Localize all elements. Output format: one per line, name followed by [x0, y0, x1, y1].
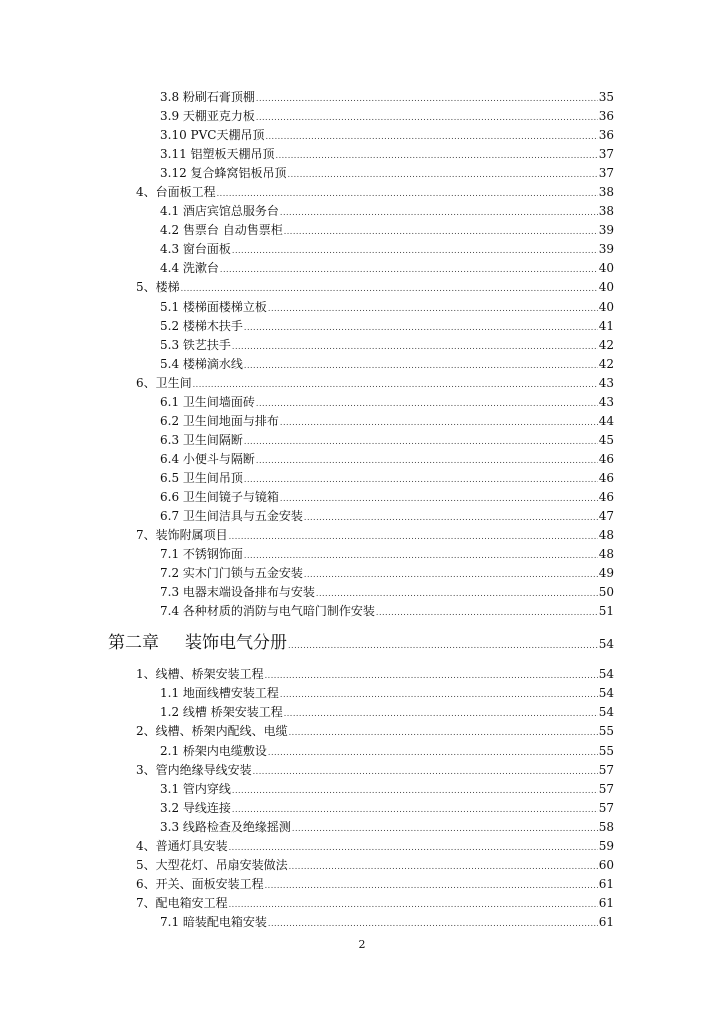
toc-entry-line [160, 145, 614, 165]
dot-leader [232, 781, 598, 800]
toc-entry-line [136, 722, 614, 742]
toc-entry-line [160, 545, 614, 565]
toc-entry [0, 780, 724, 799]
toc-entry [0, 913, 724, 932]
toc-page-number: 40 [598, 280, 614, 295]
toc-entry-line [136, 374, 614, 394]
toc-entry-line [108, 621, 614, 668]
toc-entry-line [160, 469, 614, 489]
toc-page-number: 46 [598, 451, 614, 466]
dot-leader [244, 546, 598, 565]
toc-entry-line [160, 431, 614, 451]
toc-entry-line [136, 761, 614, 781]
toc-chapter-entry [0, 621, 724, 665]
toc-page-number: 42 [598, 356, 614, 371]
toc-entry-title: 5.1 楼梯面楼梯立板 [160, 299, 267, 314]
dot-leader [181, 279, 598, 298]
toc-entry [0, 894, 724, 913]
dot-leader [256, 108, 598, 127]
toc-entry-line [160, 602, 614, 622]
toc-entry-title: 1.1 地面线槽安装工程 [160, 686, 279, 701]
toc-page-number: 54 [598, 637, 614, 652]
dot-leader [265, 876, 598, 895]
toc-entry-title: 2、线槽、桥架内配线、电缆 [136, 724, 288, 739]
dot-leader [253, 762, 598, 781]
toc-entry-line [160, 393, 614, 413]
toc-entry [0, 450, 724, 469]
toc-entry-title: 4.2 售票台 自动售票柜 [160, 223, 283, 238]
toc-entry-line [136, 837, 614, 857]
toc-page-number: 49 [598, 566, 614, 581]
toc-entry-line [160, 259, 614, 279]
toc-entry-title: 5.4 楼梯滴水线 [160, 356, 243, 371]
toc-page-number: 54 [598, 705, 614, 720]
dot-leader [288, 165, 598, 184]
dot-leader [268, 914, 598, 933]
toc-page-number: 39 [598, 223, 614, 238]
toc-page-number: 55 [598, 743, 614, 758]
toc-entry-title: 6.7 卫生间洁具与五金安装 [160, 509, 303, 524]
toc-page-number: 47 [598, 509, 614, 524]
toc-entry-line [160, 913, 614, 933]
toc-entry [0, 393, 724, 412]
toc-entry-title: 3.1 管内穿线 [160, 781, 231, 796]
toc-entry-title: 6.5 卫生间吊顶 [160, 470, 243, 485]
toc-page-number: 57 [598, 762, 614, 777]
toc-entry [0, 298, 724, 317]
dot-leader [268, 299, 598, 318]
toc-page-number: 46 [598, 470, 614, 485]
dot-leader [265, 666, 598, 685]
toc-entry-line [160, 126, 614, 146]
toc-entry-title: 6.3 卫生间隔断 [160, 432, 243, 447]
toc-entry-title: 6、卫生间 [136, 375, 192, 390]
toc-entry-title: 3.12 复合蜂窝铝板吊顶 [160, 166, 287, 181]
toc-entry-title: 3.9 天棚亚克力板 [160, 109, 255, 124]
toc-page-number: 58 [598, 819, 614, 834]
toc-entry-title: 4、普通灯具安装 [136, 838, 228, 853]
dot-leader [244, 356, 598, 375]
toc-entry [0, 202, 724, 221]
toc-entry-title: 5、楼梯 [136, 280, 180, 295]
toc-page-number: 60 [598, 857, 614, 872]
toc-entry [0, 722, 724, 741]
toc-entry-title: 3.2 导线连接 [160, 800, 231, 815]
toc-page-number: 39 [598, 242, 614, 257]
toc-entry-line [160, 164, 614, 184]
toc-entry [0, 259, 724, 278]
toc-entry-title: 4、台面板工程 [136, 185, 216, 200]
toc-entry-line [160, 703, 614, 723]
dot-leader [289, 857, 598, 876]
toc-entry-line [160, 488, 614, 508]
toc-page-number: 43 [598, 394, 614, 409]
toc-entry [0, 875, 724, 894]
dot-leader [288, 624, 598, 668]
toc-entry-title: 6.2 卫生间地面与排布 [160, 413, 279, 428]
toc-entry-line [136, 856, 614, 876]
toc-entry [0, 317, 724, 336]
toc-entry [0, 431, 724, 450]
toc-page-number: 61 [598, 914, 614, 929]
toc-entry [0, 278, 724, 297]
dot-leader [284, 222, 598, 241]
toc-entry [0, 374, 724, 393]
toc-entry [0, 602, 724, 621]
dot-leader [268, 743, 598, 762]
toc-entry-title: 6.6 卫生间镜子与镜箱 [160, 489, 279, 504]
dot-leader [280, 685, 598, 704]
toc-entry-title: 4.4 洗漱台 [160, 261, 219, 276]
toc-entry-line [160, 107, 614, 127]
toc-page-number: 45 [598, 432, 614, 447]
toc-entry-line [160, 799, 614, 819]
toc-entry-title: 5.2 楼梯木扶手 [160, 318, 243, 333]
chapter-number: 第二章 [108, 633, 159, 654]
toc-page-number: 48 [598, 528, 614, 543]
toc-entry-title: 5、大型花灯、吊扇安装做法 [136, 857, 288, 872]
dot-leader [232, 241, 598, 260]
toc-entry [0, 412, 724, 431]
toc-entry-title: 2.1 桥架内电缆敷设 [160, 743, 267, 758]
toc-entry-title: 3.3 线路检查及绝缘摇测 [160, 819, 291, 834]
toc-entry-line [136, 183, 614, 203]
toc-page-number: 43 [598, 375, 614, 390]
toc-page-number: 37 [598, 166, 614, 181]
dot-leader [256, 89, 598, 108]
toc-page-number: 38 [598, 185, 614, 200]
table-of-contents [0, 88, 724, 932]
toc-page-number: 48 [598, 547, 614, 562]
toc-entry [0, 583, 724, 602]
dot-leader [289, 723, 598, 742]
dot-leader [304, 508, 598, 527]
dot-leader [280, 489, 598, 508]
toc-entry-line [160, 507, 614, 527]
dot-leader [376, 603, 598, 622]
dot-leader [256, 451, 598, 470]
toc-entry-line [160, 818, 614, 838]
toc-entry [0, 526, 724, 545]
toc-entry-title: 7.1 不锈钢饰面 [160, 547, 243, 562]
toc-entry [0, 107, 724, 126]
toc-entry-title: 3.8 粉刷石膏顶棚 [160, 90, 255, 104]
toc-entry [0, 145, 724, 164]
toc-entry-title: 6.1 卫生间墙面砖 [160, 394, 255, 409]
toc-entry [0, 469, 724, 488]
toc-page-number: 40 [598, 299, 614, 314]
toc-entry-line [160, 412, 614, 432]
toc-page-number: 36 [598, 128, 614, 143]
dot-leader [229, 838, 598, 857]
toc-entry-title: 7.2 实木门门锁与五金安装 [160, 566, 303, 581]
toc-page-number: 61 [598, 876, 614, 891]
toc-entry [0, 684, 724, 703]
dot-leader [292, 819, 598, 838]
toc-entry-title: 4.1 酒店宾馆总服务台 [160, 204, 279, 219]
toc-entry-line [136, 894, 614, 914]
toc-entry-line [160, 684, 614, 704]
dot-leader [244, 318, 598, 337]
toc-entry [0, 665, 724, 684]
toc-entry-line [160, 202, 614, 222]
toc-page-number: 37 [598, 147, 614, 162]
toc-entry-title: 7、配电箱安工程 [136, 895, 228, 910]
dot-leader [217, 184, 598, 203]
toc-page-number: 51 [598, 604, 614, 619]
toc-entry-title [108, 621, 287, 665]
toc-entry-line [160, 742, 614, 762]
toc-page-number: 36 [598, 109, 614, 124]
dot-leader [244, 470, 598, 489]
toc-entry-title: 3.10 PVC天棚吊顶 [160, 128, 265, 143]
toc-entry [0, 564, 724, 583]
toc-page-number: 41 [598, 318, 614, 333]
toc-entry-title: 1.2 线槽 桥架安装工程 [160, 705, 283, 720]
toc-entry-line [136, 875, 614, 895]
toc-entry [0, 126, 724, 145]
toc-entry-title: 6.4 小便斗与隔断 [160, 451, 255, 466]
toc-entry-title: 3、管内绝缘导线安装 [136, 762, 252, 777]
toc-entry-line [136, 526, 614, 546]
toc-entry [0, 488, 724, 507]
toc-entry-title: 5.3 铁艺扶手 [160, 337, 231, 352]
toc-entry [0, 164, 724, 183]
toc-page-number: 46 [598, 489, 614, 504]
toc-entry-line [160, 564, 614, 584]
toc-page-number: 57 [598, 800, 614, 815]
toc-page-number: 54 [598, 667, 614, 682]
toc-entry [0, 818, 724, 837]
chapter-title: 装饰电气分册 [185, 633, 287, 654]
toc-entry [0, 183, 724, 202]
toc-entry-line [160, 298, 614, 318]
toc-entry-line [160, 355, 614, 375]
toc-entry [0, 240, 724, 259]
dot-leader [280, 413, 598, 432]
dot-leader [284, 704, 598, 723]
toc-entry-title: 6、开关、面板安装工程 [136, 876, 264, 891]
toc-page-number: 57 [598, 781, 614, 796]
dot-leader [232, 337, 598, 356]
toc-entry [0, 856, 724, 875]
toc-entry-title: 7.4 各种材质的消防与电气暗门制作安装 [160, 604, 375, 619]
toc-entry-line [160, 221, 614, 241]
toc-entry-line [136, 278, 614, 298]
dot-leader [280, 203, 598, 222]
toc-entry [0, 336, 724, 355]
dot-leader [316, 584, 598, 603]
toc-entry-line [160, 317, 614, 337]
toc-entry-title: 7.1 暗装配电箱安装 [160, 914, 267, 929]
toc-page-number: 42 [598, 337, 614, 352]
toc-page-number: 44 [598, 413, 614, 428]
toc-entry [0, 703, 724, 722]
dot-leader [193, 375, 598, 394]
dot-leader [232, 800, 598, 819]
toc-entry-title: 7.3 电器末端设备排布与安装 [160, 585, 315, 600]
toc-page-number: 50 [598, 585, 614, 600]
toc-entry-line [160, 336, 614, 356]
toc-entry-title: 1、线槽、桥架安装工程 [136, 667, 264, 682]
dot-leader [244, 432, 598, 451]
toc-entry [0, 88, 724, 107]
toc-entry [0, 221, 724, 240]
toc-entry [0, 742, 724, 761]
toc-page-number: 55 [598, 724, 614, 739]
toc-page-number: 38 [598, 204, 614, 219]
dot-leader [220, 260, 598, 279]
dot-leader [304, 565, 598, 584]
toc-page-number: 35 [598, 90, 614, 104]
toc-entry [0, 837, 724, 856]
dot-leader [229, 895, 598, 914]
toc-entry-line [160, 88, 614, 108]
toc-entry-line [160, 583, 614, 603]
toc-entry-line [136, 665, 614, 685]
toc-entry [0, 507, 724, 526]
dot-leader [229, 527, 598, 546]
toc-entry [0, 545, 724, 564]
toc-entry [0, 761, 724, 780]
toc-entry-title: 7、装饰附属项目 [136, 528, 228, 543]
toc-entry-line [160, 780, 614, 800]
toc-entry [0, 799, 724, 818]
dot-leader [256, 394, 598, 413]
toc-entry-title: 3.11 铝塑板天棚吊顶 [160, 147, 275, 162]
toc-entry-line [160, 450, 614, 470]
toc-page-number: 59 [598, 838, 614, 853]
toc-page-number: 54 [598, 686, 614, 701]
toc-page-number: 40 [598, 261, 614, 276]
page-number: 2 [358, 938, 366, 951]
toc-entry-title: 4.3 窗台面板 [160, 242, 231, 257]
dot-leader [265, 127, 597, 146]
dot-leader [276, 146, 598, 165]
toc-entry [0, 355, 724, 374]
toc-page-number: 61 [598, 895, 614, 910]
toc-entry-line [160, 240, 614, 260]
